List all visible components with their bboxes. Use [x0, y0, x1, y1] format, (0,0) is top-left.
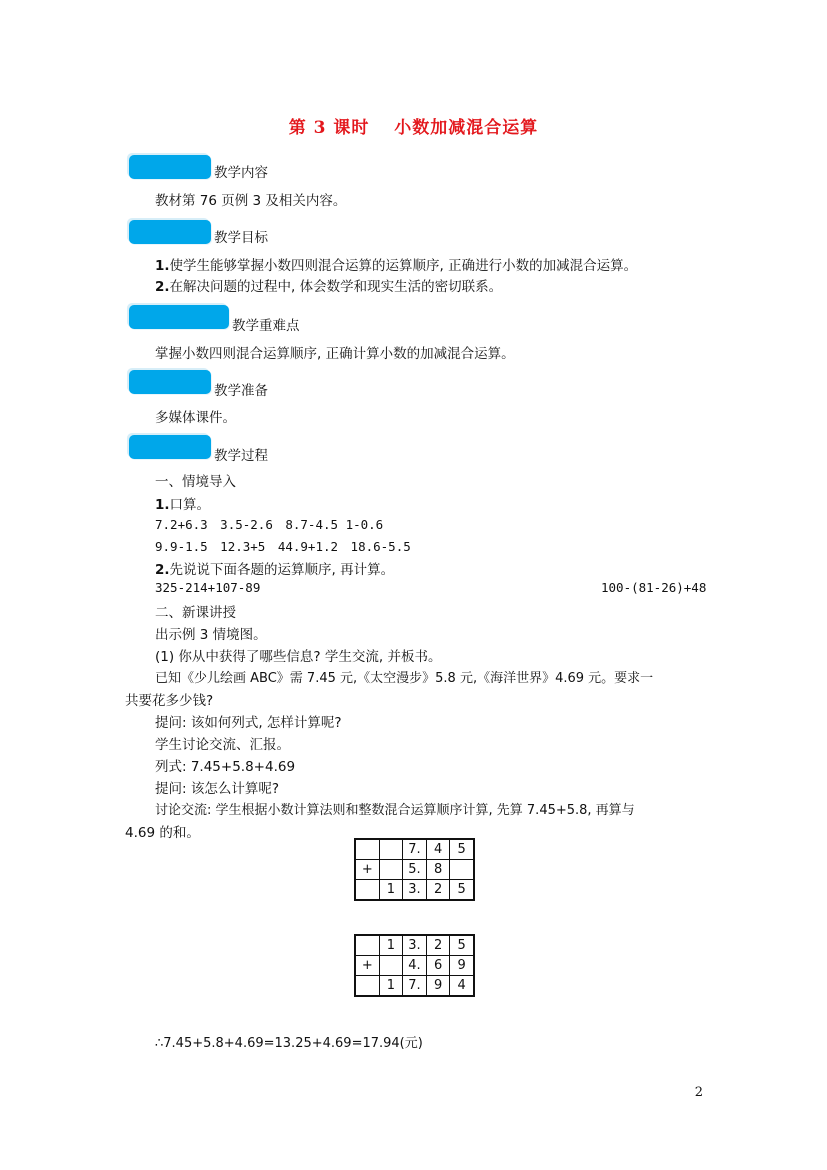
table-row [355, 935, 474, 956]
expression-right: 100-(81-26)+48 [601, 580, 707, 595]
expression-left: 325-214+107-89 [155, 580, 261, 595]
paragraph: 列式: 7.45+5.8+4.69 [155, 759, 296, 775]
goal-number: 1. [155, 258, 170, 274]
paragraph: 已知《少儿绘画 ABC》需 7.45 元,《太空漫步》5.8 元,《海洋世界》4.69 元。要求一 [155, 671, 654, 686]
paragraph: 讨论交流: 学生根据小数计算法则和整数混合运算顺序计算, 先算 7.45+5.8, 再算与 [155, 803, 635, 818]
section-badge [129, 305, 229, 329]
paragraph: (1) 你从中获得了哪些信息? 学生交流, 并板书。 [155, 649, 442, 665]
table-cell [450, 860, 474, 880]
part-heading: 二、新课讲授 [155, 605, 236, 621]
conclusion: ∴7.45+5.8+4.69=13.25+4.69=17.94(元) [155, 1036, 423, 1051]
section-heading-key: 教学重难点 [232, 318, 300, 334]
table-row [355, 956, 474, 976]
table-row [355, 880, 474, 901]
step2-heading [155, 558, 394, 578]
vertical-calculation-table-2 [354, 934, 475, 997]
table-row [355, 839, 474, 860]
content-text: 教材第 76 页例 3 及相关内容。 [155, 193, 347, 209]
table-cell [355, 839, 379, 860]
table-cell: 4. [403, 956, 427, 976]
table-cell: 1 [379, 935, 403, 956]
paragraph: 共要花多少钱? [125, 693, 214, 709]
section-badge [129, 155, 211, 179]
step-label: 口算。 [169, 497, 211, 513]
goal-item [155, 254, 637, 274]
table-cell: 1 [379, 880, 403, 901]
table-cell: 9 [450, 956, 474, 976]
table-cell: 3. [403, 880, 427, 901]
table-cell: 9 [426, 976, 450, 997]
oral-row: 9.9-1.5 12.3+5 44.9+1.2 18.6-5.5 [155, 539, 411, 554]
table-cell: 2 [426, 880, 450, 901]
oral-row: 7.2+6.3 3.5-2.6 8.7-4.5 1-0.6 [155, 517, 384, 532]
paragraph: 学生讨论交流、汇报。 [155, 737, 290, 753]
vertical-calculation-table-1 [354, 838, 475, 901]
paragraph: 出示例 3 情境图。 [155, 627, 267, 643]
goal-text: 使学生能够掌握小数四则混合运算的运算顺序, 正确进行小数的加减混合运算。 [169, 258, 638, 274]
step-number: 2. [155, 562, 170, 578]
section-badge [129, 435, 211, 459]
table-cell: 3. [403, 935, 427, 956]
goal-number: 2. [155, 279, 170, 295]
table-cell [379, 860, 403, 880]
section-badge [129, 220, 211, 244]
goal-text: 在解决问题的过程中, 体会数学和现实生活的密切联系。 [169, 279, 503, 295]
table-cell: 2 [426, 935, 450, 956]
section-badge [129, 370, 211, 394]
table-cell: 7. [403, 976, 427, 997]
table-cell [355, 935, 379, 956]
step-label: 先说说下面各题的运算顺序, 再计算。 [169, 562, 395, 578]
table-cell [379, 839, 403, 860]
table-cell [355, 880, 379, 901]
goal-item [155, 275, 502, 295]
table-cell: 4 [426, 839, 450, 860]
table-cell: 6 [426, 956, 450, 976]
table-cell: 5. [403, 860, 427, 880]
page-number: 2 [694, 1085, 703, 1100]
table-cell [379, 956, 403, 976]
page-title: 第 3 课时 小数加减混合运算 [288, 118, 539, 138]
paragraph: 提问: 该如何列式, 怎样计算呢? [155, 715, 342, 731]
section-heading-process: 教学过程 [214, 448, 268, 464]
table-row [355, 976, 474, 997]
section-heading-goals: 教学目标 [214, 230, 268, 246]
step-number: 1. [155, 497, 170, 513]
table-cell: 4 [450, 976, 474, 997]
table-cell: 5 [450, 839, 474, 860]
paragraph: 4.69 的和。 [125, 825, 200, 841]
key-text: 掌握小数四则混合运算顺序, 正确计算小数的加减混合运算。 [155, 346, 515, 362]
section-heading-content: 教学内容 [214, 165, 268, 181]
table-cell: 5 [450, 935, 474, 956]
section-heading-prep: 教学准备 [214, 383, 268, 399]
paragraph: 提问: 该怎么计算呢? [155, 781, 280, 797]
prep-text: 多媒体课件。 [155, 410, 236, 426]
table-cell: 5 [450, 880, 474, 901]
table-cell [355, 976, 379, 997]
part-heading: 一、情境导入 [155, 474, 236, 490]
oral-heading [155, 493, 210, 513]
table-cell: 1 [379, 976, 403, 997]
table-cell: + [355, 860, 379, 880]
table-cell: + [355, 956, 379, 976]
table-cell: 8 [426, 860, 450, 880]
table-row [355, 860, 474, 880]
table-cell: 7. [403, 839, 427, 860]
